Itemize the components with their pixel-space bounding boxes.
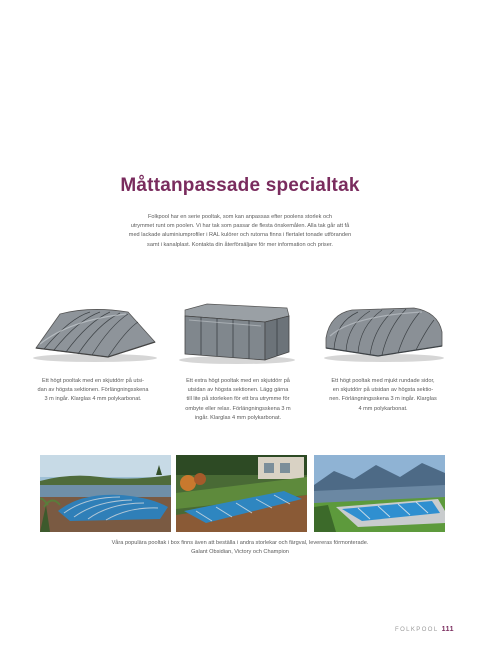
product-image-tall-enclosure (177, 300, 317, 365)
product-caption-2 (176, 377, 300, 423)
caption-line: Ett högt pooltak med mjukt rundade sidor, (331, 378, 435, 384)
caption-line: 4 mm polykarbonat. (358, 405, 408, 412)
caption-line: nen. Förlängningsskena 3 m ingår. Klarglas (329, 396, 437, 403)
caption-line: Ett extra högt pooltak med en skjutdörr på (186, 378, 290, 384)
page-number: 111 (441, 626, 454, 633)
caption-line: till lite på storleken för ett bra utrymme för (186, 396, 290, 403)
caption-line: utsidan av högsta sektionen. Lägg gärna (187, 387, 289, 394)
product-image-rounded-enclosure (322, 300, 462, 365)
gallery-photo-lakeside-pool (40, 455, 171, 532)
product-caption-3 (321, 377, 445, 414)
footer-brand: FOLKPOOL (395, 627, 439, 633)
gallery-caption-line: Galant Obsidian, Victory och Champion (191, 549, 289, 556)
caption-line: ombyte eller relax. Förlängningsskena 3 m (185, 405, 291, 412)
intro-paragraph (90, 213, 390, 250)
caption-line: Ett högt pooltak med en skjutdörr på utsi- (42, 378, 144, 384)
gallery-caption (80, 539, 400, 557)
product-image-dome-enclosure (30, 300, 170, 365)
gallery-caption-line: Våra populära pooltak i box finns även att beställa i andra storlekar och färgval, levereras förmonterade. (111, 540, 369, 546)
page-footer (395, 626, 454, 633)
gallery-photo-mountain-pool (314, 455, 445, 532)
intro-line: samt i kanalplast. Kontakta din återförsäljare för mer information och priser. (147, 241, 333, 248)
intro-line: Folkpool har en serie pooltak, som kan anpassas efter poolens storlek och (147, 214, 333, 220)
caption-line: en skjutdörr på utsidan av högsta sektio- (332, 387, 434, 394)
caption-line: ingår. Klarglas 4 mm polykarbonat. (194, 414, 282, 421)
caption-line: dan av högsta sektionen. Förlängningsskena (37, 387, 149, 394)
intro-line: med lackade aluminiumprofiler i RAL kulörer och rutorna finns i flertalet tonade utföranden (128, 232, 352, 239)
gallery-photo-garden-pool (176, 455, 307, 532)
page-title: Måttanpassade specialtak (120, 175, 360, 196)
intro-line: utrymmet runt om poolen. Vi har tak som passar de flesta önskemålen. Alla tak går att få (130, 223, 350, 230)
product-caption-1 (31, 377, 155, 405)
caption-line: 3 m ingår. Klarglas 4 mm polykarbonat. (44, 396, 142, 403)
